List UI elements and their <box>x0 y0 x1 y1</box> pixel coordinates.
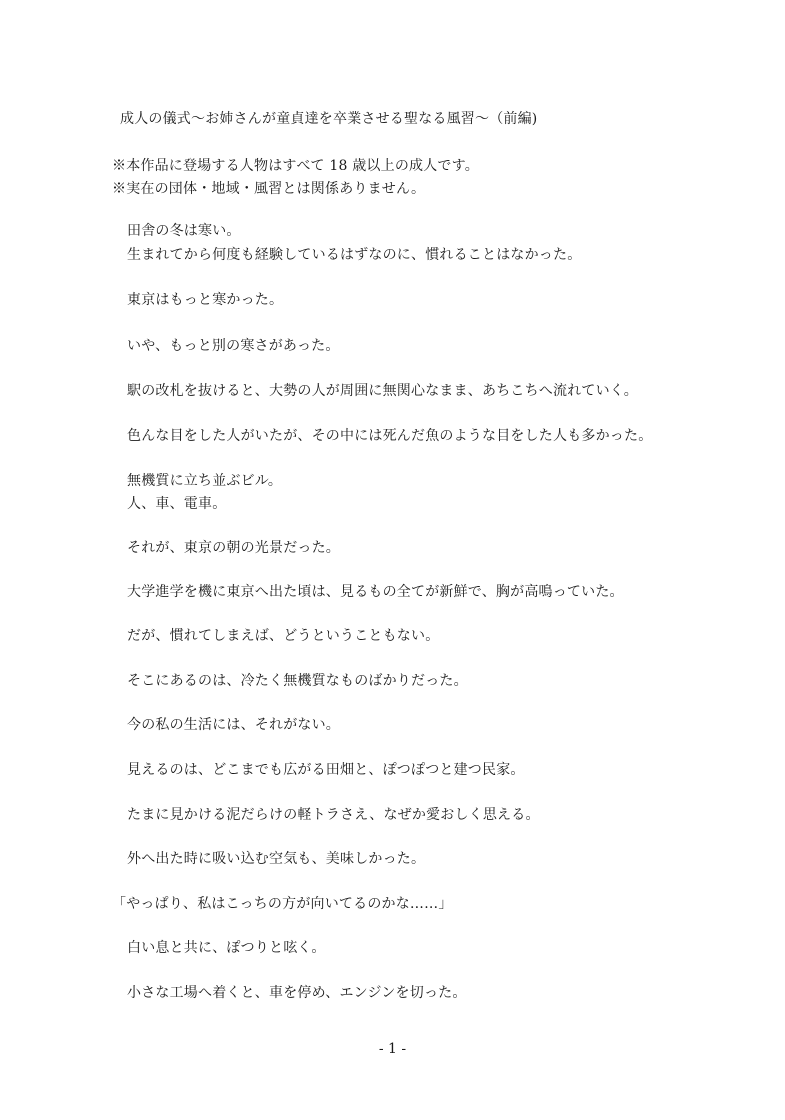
paragraph-line: 人、車、電車。 <box>127 496 227 512</box>
notice-line: ※実在の団体・地域・風習とは関係ありません。 <box>112 181 426 197</box>
paragraph-line: そこにあるのは、冷たく無機質なものばかりだった。 <box>127 673 468 689</box>
paragraph-line: たまに見かける泥だらけの軽トラさえ、なぜか愛おしく思える。 <box>127 807 540 823</box>
paragraph-line: 今の私の生活には、それがない。 <box>127 717 340 733</box>
paragraph-line: 東京はもっと寒かった。 <box>127 292 284 308</box>
paragraph-line: 田舎の冬は寒い。 <box>127 223 241 239</box>
paragraph-line: だが、慣れてしまえば、どうということもない。 <box>127 628 440 644</box>
paragraph-line: それが、東京の朝の光景だった。 <box>127 540 340 556</box>
paragraph-line: 生まれてから何度も経験しているはずなのに、慣れることはなかった。 <box>127 247 582 263</box>
paragraph-line: 小さな工場へ着くと、車を停め、エンジンを切った。 <box>127 985 467 1001</box>
paragraph-line: 色んな目をした人がいたが、その中には死んだ魚のような目をした人も多かった。 <box>127 428 653 444</box>
paragraph-line: 見えるのは、どこまでも広がる田畑と、ぽつぽつと建つ民家。 <box>127 762 525 778</box>
paragraph-line: 大学進学を機に東京へ出た頃は、見るもの全てが新鮮で、胸が高鳴っていた。 <box>127 584 624 600</box>
notice-line: ※本作品に登場する人物はすべて 18 歳以上の成人です。 <box>112 158 479 174</box>
dialogue-line: 「やっぱり、私はこっちの方が向いてるのかな……」 <box>112 896 453 912</box>
paragraph-line: 無機質に立ち並ぶビル。 <box>127 473 283 489</box>
paragraph-line: 白い息と共に、ぽつりと呟く。 <box>127 940 326 956</box>
paragraph-line: 駅の改札を抜けると、大勢の人が周囲に無関心なまま、あちこちへ流れていく。 <box>127 383 638 399</box>
paragraph-line: いや、もっと別の寒さがあった。 <box>127 338 340 354</box>
page-number: - 1 - <box>378 1041 407 1057</box>
paragraph-line: 外へ出た時に吸い込む空気も、美味しかった。 <box>127 851 426 867</box>
document-title: 成人の儀式〜お姉さんが童貞達を卒業させる聖なる風習〜（前編) <box>120 111 538 127</box>
